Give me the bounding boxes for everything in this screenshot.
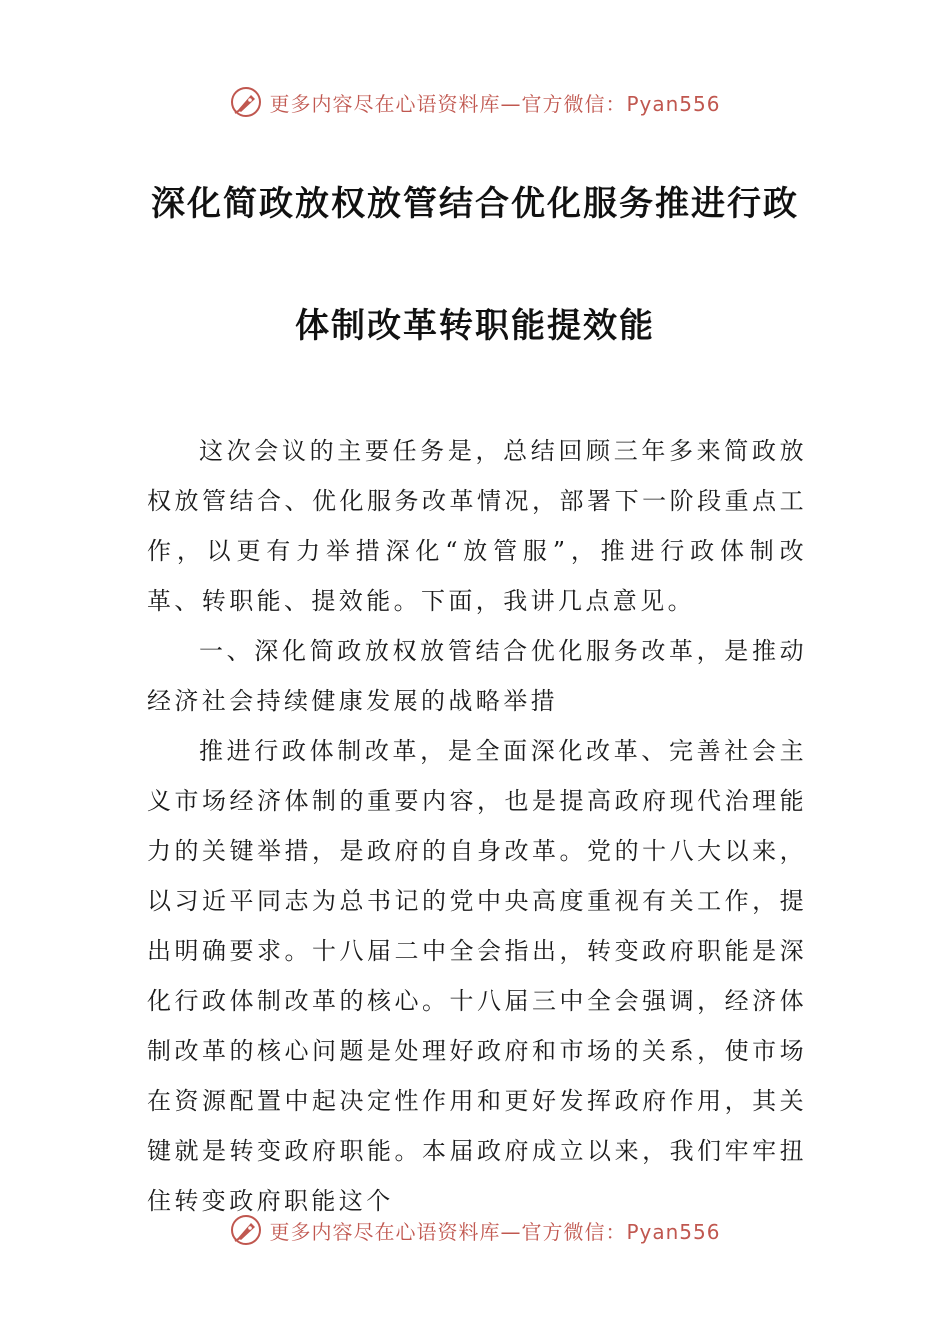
header-watermark [0, 82, 950, 122]
document-title-line-1: 深化简政放权放管结合优化服务推进行政 [151, 184, 799, 224]
paragraph-reform: 推进行政体制改革，是全面深化改革、完善社会主义市场经济体制的重要内容，也是提高政府现代治理能力的关键举措，是政府的自身改革。党的十八大以来，以习近平同志为总书记的党中央高度重视有关工作，提出明确要求。十八届二中全会指出，转变政府职能是深化行政体制改革的核心。十八届三中全会强调，经济体制改革的核心问题是处理好政府和市场的关系，使市场在资源配置中起决定性作用和更好发挥政府作用，其关键就是转变政府职能。本届政府成立以来，我们牢牢扭住转变政府职能这个 [147, 737, 807, 1215]
footer-watermark [0, 1210, 950, 1250]
document-body [147, 426, 807, 1226]
section-heading-1: 一、深化简政放权放管结合优化服务改革，是推动经济社会持续健康发展的战略举措 [147, 637, 807, 715]
pen-nib-logo-icon [229, 85, 263, 119]
watermark-text: 更多内容尽在心语资料库—官方微信：Pyan556 [269, 91, 721, 116]
watermark-text: 更多内容尽在心语资料库—官方微信：Pyan556 [269, 1219, 721, 1244]
pen-nib-logo-icon [229, 1213, 263, 1247]
paragraph-intro: 这次会议的主要任务是，总结回顾三年多来简政放权放管结合、优化服务改革情况，部署下一阶段重点工作，以更有力举措深化“放管服”，推进行政体制改革、转职能、提效能。下面，我讲几点意见。 [147, 437, 807, 615]
document-title-line-2: 体制改革转职能提效能 [295, 306, 655, 346]
